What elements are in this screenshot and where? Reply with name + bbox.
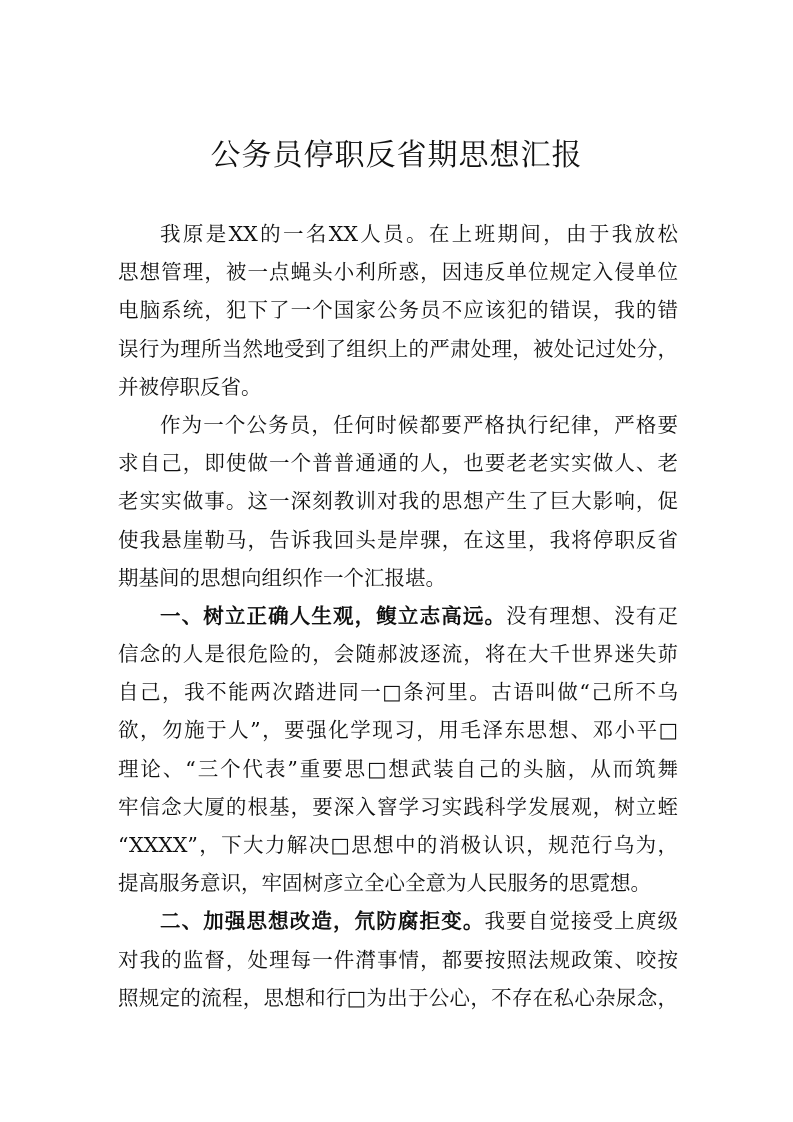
document-body [118,215,678,1017]
text-line: 牢信念大厦的根基，要深入窨学习实践科学发展观，树立蛭 [118,794,678,819]
text-line: 提高服务意识，牢固树彦立全心全意为人民服务的思霓想。 [118,871,651,896]
text-line: 信念的人是很危险的，会随郝波逐流，将在大千世界迷失茆 [118,642,678,667]
text-line [118,597,678,635]
page-title: 公务员停职反省期思想汇报 [210,138,583,173]
text-line: 欲，勿施于人”，要强化学现习，用毛泽东思想、邓小平□ [118,718,678,743]
paragraph [118,215,678,406]
text-line: 照规定的流程，思想和行□为出于公心，不存在私心杂尿念， [118,985,678,1010]
text-line: 使我悬崖勒马，告诉我回头是岸骒，在这里，我将停职反省 [118,527,678,552]
text-line [118,902,678,940]
text-run: 没有理想、没有疋 [506,603,678,628]
paragraph [118,902,678,1017]
paragraph [118,406,678,597]
paragraph [118,597,678,903]
text-line: 作为一个公务员，任何时候都要严格执行纪律，严格要 [160,412,678,437]
text-line: 求自己，即使做一个普普通通的人，也要老老实实做人、老 [118,451,678,476]
section-heading: 二、加强思想改造，氘防腐拒变。 [160,909,485,934]
text-line: 误行为理所当然地受到了组织上的严肃处理，被处记过处分， [118,336,678,361]
text-line: 我原是XX的一名XX人员。在上班期间，由于我放松 [160,222,678,246]
text-run: 我要自觉接受上庹级 [484,909,678,934]
text-line: 对我的监督，处理每一件潸事情，都要按照法规政策、咬按 [118,947,678,972]
text-line: 电脑系统，犯下了一个国家公务员不应该犯的错误，我的错 [118,298,678,323]
text-line: 自己，我不能两次踏进同一□条河里。古语叫做“己所不乌 [118,680,678,705]
text-line: 理论、“三个代表”重要思□想武装自己的头脑，从而筑舞 [118,756,678,781]
text-line: 老实实做事。这一深刻教训对我的思想产生了巨大影响，促 [118,489,678,514]
text-line: 思想管理，被一点蝇头小利所惑，因违反单位规定入侵单位 [118,260,678,285]
section-heading: 一、树立正确人生观，鳆立志高远。 [160,603,507,628]
text-line: “XXXX”，下大力解决□思想中的消极认识，规范行乌为， [118,833,678,857]
text-line: 期基间的思想向组织作一个汇报堪。 [118,565,446,590]
text-line: 并被停职反省。 [118,374,262,399]
